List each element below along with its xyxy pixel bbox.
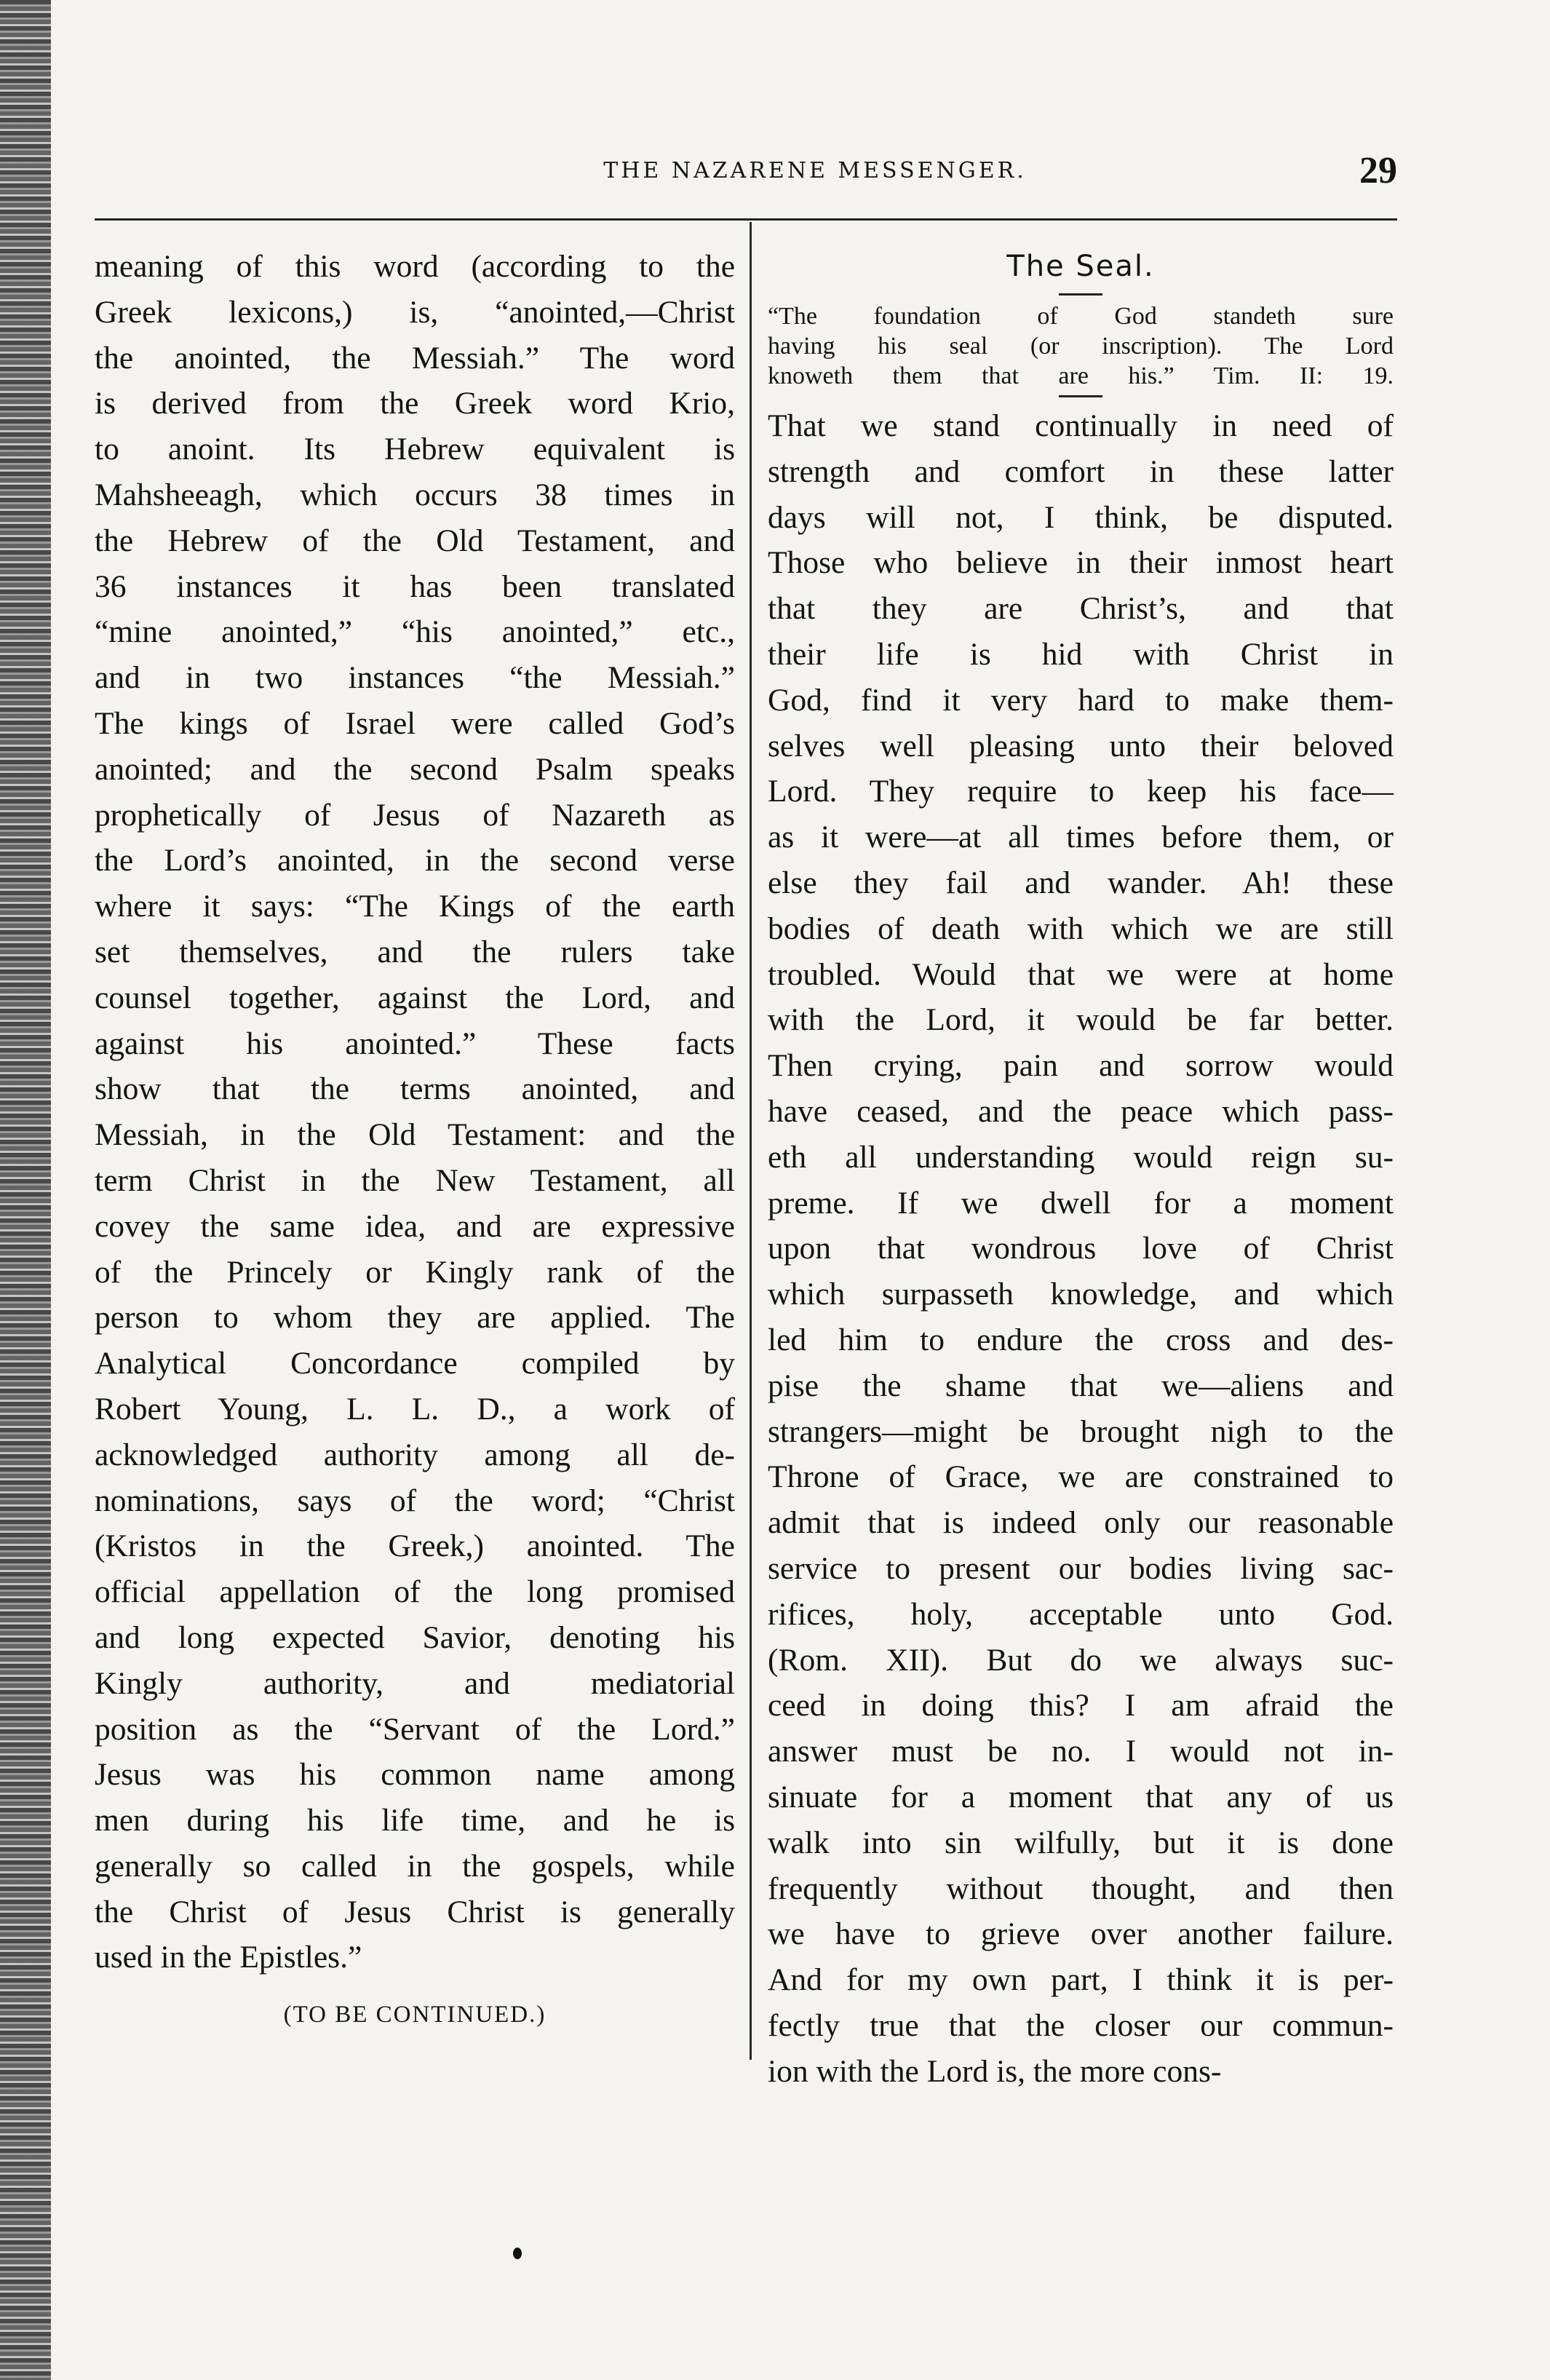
text-line: the Hebrew of the Old Testament, and bbox=[95, 523, 735, 558]
title-rule bbox=[1059, 293, 1102, 295]
text-line: covey the same idea, and are expressive bbox=[95, 1208, 735, 1244]
text-line: fectly true that the closer our commun- bbox=[768, 2007, 1394, 2043]
text-line: frequently without thought, and then bbox=[768, 1871, 1394, 1906]
text-line: pise the shame that we—aliens and bbox=[768, 1368, 1394, 1403]
text-line: troubled. Would that we were at home bbox=[768, 956, 1394, 992]
text-line: upon that wondrous love of Christ bbox=[768, 1231, 1394, 1266]
text-line: walk into sin wilfully, but it is done bbox=[768, 1825, 1394, 1860]
text-line: the anointed, the Messiah.” The word bbox=[95, 340, 735, 376]
text-line: The kings of Israel were called God’s bbox=[95, 705, 735, 741]
text-line: sinuate for a moment that any of us bbox=[768, 1779, 1394, 1814]
text-line: Analytical Concordance compiled by bbox=[95, 1346, 735, 1381]
article-title: The Seal. bbox=[1006, 250, 1155, 283]
text-line: the Christ of Jesus Christ is generally bbox=[95, 1894, 735, 1929]
text-line: that they are Christ’s, and that bbox=[768, 591, 1394, 627]
text-line: Kingly authority, and mediatorial bbox=[95, 1665, 735, 1701]
text-line: Mahsheeagh, which occurs 38 times in bbox=[95, 477, 735, 512]
text-line: strength and comfort in these latter bbox=[768, 453, 1394, 489]
epigraph-line: having his seal (or inscription). The Lord bbox=[768, 333, 1394, 360]
ink-dot bbox=[513, 2248, 522, 2259]
text-line: “mine anointed,” “his anointed,” etc., bbox=[95, 614, 735, 650]
text-line: show that the terms anointed, and bbox=[95, 1071, 735, 1107]
text-line: which surpasseth knowledge, and which bbox=[768, 1277, 1394, 1312]
text-line: service to present our bodies living sac- bbox=[768, 1550, 1394, 1586]
text-line: as it were—at all times before them, or bbox=[768, 820, 1394, 855]
text-line: strangers—might be brought nigh to the bbox=[768, 1413, 1394, 1449]
text-line: Those who believe in their inmost heart bbox=[768, 545, 1394, 581]
text-line: Greek lexicons,) is, “anointed,—Christ bbox=[95, 294, 735, 330]
epigraph-line: “The foundation of God standeth sure bbox=[768, 303, 1394, 330]
text-line: meaning of this word (according to the bbox=[95, 249, 735, 284]
epigraph-rule bbox=[1059, 395, 1102, 397]
text-line: have ceased, and the peace which pass- bbox=[768, 1093, 1394, 1129]
left-column bbox=[95, 244, 735, 1980]
text-line: the Lord’s anointed, in the second verse bbox=[95, 843, 735, 878]
text-line: to anoint. Its Hebrew equivalent is bbox=[95, 432, 735, 467]
text-line: position as the “Servant of the Lord.” bbox=[95, 1711, 735, 1747]
text-line: set themselves, and the rulers take bbox=[95, 934, 735, 969]
text-line: official appellation of the long promised bbox=[95, 1574, 735, 1610]
text-line: rifices, holy, acceptable unto God. bbox=[768, 1596, 1394, 1632]
text-line: with the Lord, it would be far better. bbox=[768, 1002, 1394, 1038]
text-line: Then crying, pain and sorrow would bbox=[768, 1048, 1394, 1084]
text-line: anointed; and the second Psalm speaks bbox=[95, 751, 735, 787]
text-line: Jesus was his common name among bbox=[95, 1757, 735, 1793]
text-line: answer must be no. I would not in- bbox=[768, 1734, 1394, 1769]
text-line: preme. If we dwell for a moment bbox=[768, 1185, 1394, 1221]
right-column bbox=[768, 244, 1394, 2094]
text-line: Messiah, in the Old Testament: and the bbox=[95, 1117, 735, 1153]
text-line: where it says: “The Kings of the earth bbox=[95, 889, 735, 924]
text-line: person to whom they are applied. The bbox=[95, 1300, 735, 1336]
page-number: 29 bbox=[1359, 150, 1397, 191]
text-line: admit that is indeed only our reasonable bbox=[768, 1505, 1394, 1541]
text-line: generally so called in the gospels, while bbox=[95, 1848, 735, 1884]
text-line: counsel together, against the Lord, and bbox=[95, 980, 735, 1015]
text-line: selves well pleasing unto their beloved bbox=[768, 728, 1394, 763]
text-line: of the Princely or Kingly rank of the bbox=[95, 1254, 735, 1290]
header-rule bbox=[95, 218, 1397, 221]
epigraph-line: knoweth them that are his.” Tim. II: 19. bbox=[768, 362, 1394, 389]
text-line: term Christ in the New Testament, all bbox=[95, 1162, 735, 1198]
text-line: (Kristos in the Greek,) anointed. The bbox=[95, 1528, 735, 1564]
text-line: else they fail and wander. Ah! these bbox=[768, 865, 1394, 900]
page-header bbox=[95, 149, 1397, 200]
running-head: THE NAZARENE MESSENGER. bbox=[603, 158, 1027, 183]
text-line: nominations, says of the word; “Christ bbox=[95, 1483, 735, 1518]
text-line: ceed in doing this? I am afraid the bbox=[768, 1688, 1394, 1723]
text-line: led him to endure the cross and des- bbox=[768, 1322, 1394, 1357]
text-line: That we stand continually in need of bbox=[768, 408, 1394, 443]
text-line: eth all understanding would reign su- bbox=[768, 1139, 1394, 1175]
text-line: acknowledged authority among all de- bbox=[95, 1437, 735, 1472]
text-line: God, find it very hard to make them- bbox=[768, 682, 1394, 718]
to-be-continued: (TO BE CONTINUED.) bbox=[283, 2002, 547, 2028]
text-line: their life is hid with Christ in bbox=[768, 636, 1394, 672]
text-line: ion with the Lord is, the more cons- bbox=[768, 2053, 1222, 2089]
text-line: used in the Epistles.” bbox=[95, 1940, 362, 1975]
text-line: Throne of Grace, we are constrained to bbox=[768, 1459, 1394, 1495]
text-line: we have to grieve over another failure. bbox=[768, 1916, 1394, 1952]
text-line: prophetically of Jesus of Nazareth as bbox=[95, 797, 735, 833]
text-line: bodies of death with which we are still bbox=[768, 911, 1394, 946]
text-line: (Rom. XII). But do we always suc- bbox=[768, 1642, 1394, 1678]
epigraph bbox=[768, 301, 1394, 391]
text-line: is derived from the Greek word Krio, bbox=[95, 386, 735, 421]
text-line: days will not, I think, be disputed. bbox=[768, 499, 1394, 535]
text-line: and long expected Savior, denoting his bbox=[95, 1619, 735, 1655]
text-line: and in two instances “the Messiah.” bbox=[95, 660, 735, 696]
text-line: And for my own part, I think it is per- bbox=[768, 1962, 1394, 1998]
text-line: 36 instances it has been translated bbox=[95, 568, 735, 604]
column-divider bbox=[750, 222, 752, 2060]
text-line: against his anointed.” These facts bbox=[95, 1026, 735, 1061]
text-line: men during his life time, and he is bbox=[95, 1803, 735, 1838]
article-body bbox=[768, 403, 1394, 2094]
text-line: Lord. They require to keep his face— bbox=[768, 774, 1394, 809]
text-line: Robert Young, L. L. D., a work of bbox=[95, 1391, 735, 1427]
scan-binding-edge bbox=[0, 0, 51, 2380]
